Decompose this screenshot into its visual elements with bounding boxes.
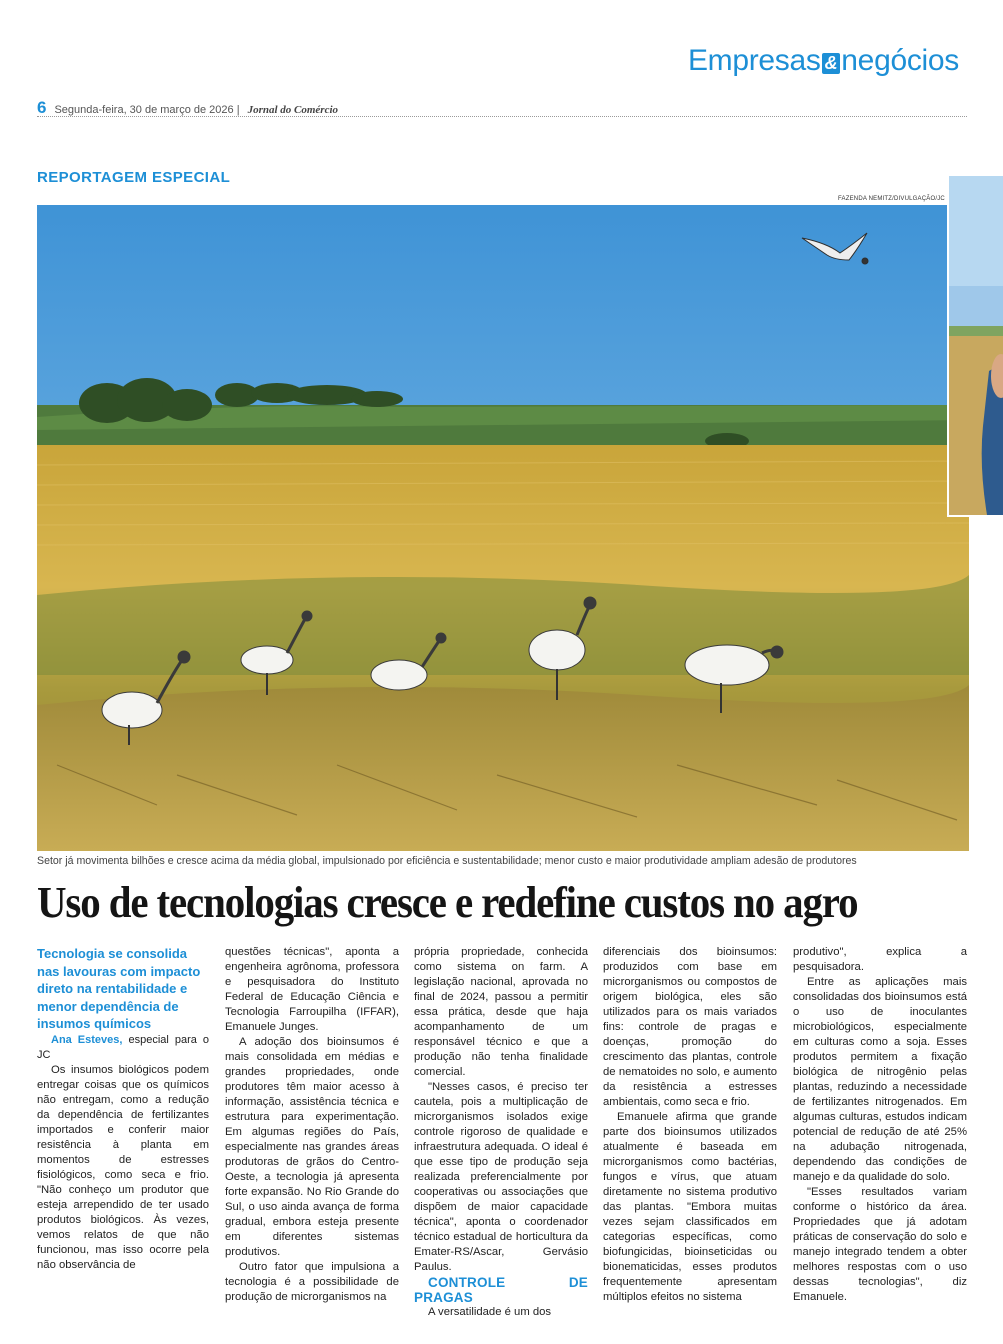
portrait-illustration — [949, 176, 1003, 515]
brand-word-left: Empresas — [687, 44, 821, 77]
main-photo — [37, 205, 969, 851]
photo-credit: FAZENDA NEMITZ/DIVULGAÇÃO/JC — [838, 196, 945, 202]
paragraph: "Nesses casos, é preciso ter cautela, pois a multiplicação de microrganismos isolados exige controle rigoroso de qualidade e infraestrutura adequada. O ideal é que esse tipo de produção seja realizada preferencialmente por cooperativas ou associações que dispõem de maior capacidade técnica", aponta o coordenador técnico estadual de horticultura da Emater-RS/Ascar, Gervásio Paulus. — [414, 1081, 588, 1273]
headline: Uso de tecnologias cresce e redefine custos no agro — [37, 878, 858, 927]
inset-photo — [947, 176, 1003, 517]
issue-date: Segunda-feira, 30 de março de 2026 | — [54, 104, 240, 116]
article-column-1 — [37, 945, 209, 1273]
paragraph: A adoção dos bioinsumos é mais consolidada em médias e grandes propriedades, onde produtores têm maior acesso à informação, assistência técnica e estrutura para experimentação. Em algumas regiões do País, especialmente nas grandes áreas produtoras de grãos do Centro-Oeste, a tecnologia já apresenta forte expansão. No Rio Grande do Sul, o uso ainda avança de forma gradual, embora esteja presente em diferentes sistemas produtivos. — [225, 1036, 399, 1258]
field-with-storks-illustration — [37, 205, 969, 851]
author-name: Ana Esteves, — [51, 1033, 123, 1046]
article-column-5 — [793, 945, 967, 1305]
photo-caption: Setor já movimenta bilhões e cresce acima da média global, impulsionado por eficiência e sustentabilidade; menor custo e maior produtividade ampliam adesão de produtores — [37, 855, 857, 867]
paragraph: Outro fator que impulsiona a tecnologia é a possibilidade de produção de microrganismos na — [225, 1261, 399, 1303]
paragraph: própria propriedade, conhecida como sistema on farm. A legislação nacional, aprovada no final de 2024, passou a permitir essa prática, desde que haja acompanhamento de um responsável técnico e que a produção não tenha finalidade comercial. — [414, 946, 588, 1078]
subhead: CONTROLE DE PRAGAS — [414, 1275, 588, 1305]
paragraph: diferenciais dos bioinsumos: produzidos com base em microrganismos ou compostos de origem biológica, eles são utilizados para os mais variados fins: controle de pragas e doenças, promoção do crescimento das plantas, controle de nematoides no solo, e aumento da resistência a estresses ambientais, como seca e frio. — [603, 946, 777, 1108]
paragraph: A versatilidade é um dos — [428, 1306, 552, 1318]
section-label: REPORTAGEM ESPECIAL — [37, 169, 231, 186]
article-column-4 — [603, 945, 777, 1305]
paragraph: Emanuele afirma que grande parte dos bioinsumos utilizados atualmente é baseada em microrganismos como bactérias, fungos e vírus, que atuam diretamente no sistema produtivo das plantas. "Embora muitas vezes sejam classificados em categorias específicas, como biofungicidas, bioinseticidas ou bionematicidas, esses produtos frequentemente apresentam múltiplos efeitos no sistema — [603, 1111, 777, 1303]
article-column-3 — [414, 945, 588, 1320]
paper-name: Jornal do Comércio — [247, 104, 339, 116]
paragraph: Os insumos biológicos podem entregar coisas que os químicos não entregam, como a redução da dependência de fertilizantes importados e conferir maior resistência à planta em momentos de estresses fisiológicos, como seca e frio. "Não conheço um produtor que esteja arrependido de ter usado produtos biológicos. Às vezes, vemos relatos de que não funcionou, mas isso ocorre pela não observância de — [37, 1063, 209, 1271]
folio-line — [37, 98, 338, 118]
brand-ampersand: & — [822, 53, 841, 74]
author-role: especial para o JC — [37, 1033, 209, 1061]
article-column-2 — [225, 945, 399, 1305]
paragraph: produtivo", explica a pesquisadora. — [793, 946, 967, 973]
paragraph: Entre as aplicações mais consolidadas dos bioinsumos está o uso de inoculantes microbiológicos, especialmente em culturas como a soja. Esses produtos permitem a fixação biológica de nitrogênio pelas plantas, reduzindo a necessidade de fertilizantes nitrogenados. Em algumas culturas, estudos indicam potencial de redução de até 25% na adubação nitrogenada, dependendo das condições de manejo e da qualidade do solo. — [793, 976, 967, 1183]
brand-word-right: negócios — [841, 44, 959, 77]
page-number: 6 — [37, 98, 47, 117]
deck: Tecnologia se consolida nas lavouras com impacto direto na rentabilidade e menor dependência de insumos químicos — [37, 946, 201, 1032]
byline — [37, 1033, 209, 1063]
paragraph: "Esses resultados variam conforme o histórico da área. Propriedades que já adotam práticas de conservação do solo e manejo integrado tendem a obter melhores respostas com o uso dessas tecnologias", diz Emanuele. — [793, 1186, 967, 1303]
header-rule — [37, 116, 967, 117]
paragraph: questões técnicas", aponta a engenheira agrônoma, professora e pesquisadora do Instituto Federal de Educação Ciência e Tecnologia Farroupilha (IFFAR), Emanuele Junges. — [225, 946, 399, 1033]
section-brand — [688, 44, 959, 78]
